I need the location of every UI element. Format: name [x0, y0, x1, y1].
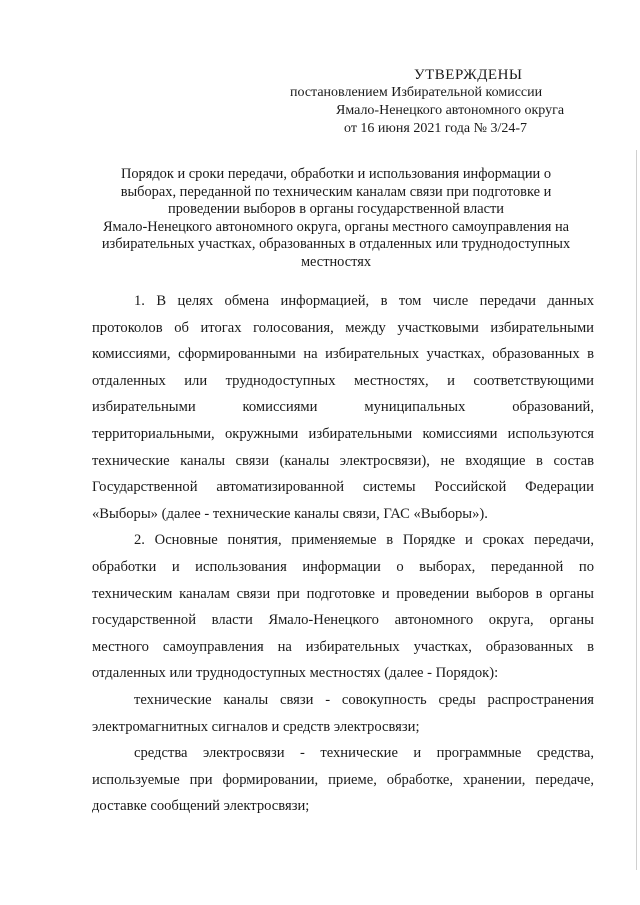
document-title	[86, 166, 586, 271]
title-line: проведении выборов в органы государственной власти	[168, 201, 504, 217]
text-line: технические каналы связи (каналы электросвязи), не входящие в состав	[92, 452, 594, 469]
text-line: техническим каналам связи при подготовке и проведении выборов в органы	[92, 585, 594, 602]
text-line: местного самоуправления на избирательных участках, образованных в	[92, 638, 594, 655]
text-line: 1. В целях обмена информацией, в том числе передачи данных	[134, 293, 594, 309]
approval-line-3: от 16 июня 2021 года № 3/24-7	[344, 121, 528, 136]
text-line: отдаленных или труднодоступных местностях, и соответствующими	[92, 372, 594, 389]
text-line: государственной власти Ямало-Ненецкого автономного округа, органы	[92, 612, 594, 629]
text-line: территориальными, окружными избирательными комиссиями используются	[92, 425, 594, 442]
text-line: протоколов об итогах голосования, между участковыми избирательными	[92, 319, 594, 336]
paragraph-3	[92, 687, 594, 740]
title-line: местностях	[300, 253, 372, 270]
text-line: Государственной автоматизированной системы Российской Федерации	[92, 479, 594, 496]
approval-line-2: Ямало-Ненецкого автономного округа	[336, 103, 565, 118]
text-line: отдаленных или труднодоступных местностях (далее - Порядок):	[92, 665, 499, 682]
approval-line-1: постановлением Избирательной комиссии	[290, 85, 543, 100]
approval-stamp: УТВЕРЖДЕНЫ	[414, 67, 523, 83]
title-line: избирательных участках, образованных в отдаленных или труднодоступных	[101, 236, 571, 252]
text-line: комиссиями, сформированными на избирательных участках, образованных в	[92, 346, 594, 363]
text-line: электромагнитных сигналов и средств электросвязи;	[92, 718, 420, 735]
paragraph-4	[92, 740, 594, 820]
title-line: выборах, переданной по техническим каналам связи при подготовке и	[120, 183, 552, 200]
text-line: обработки и использования информации о выборах, переданной по	[92, 558, 594, 575]
text-line: средства электросвязи - технические и программные средства,	[134, 745, 594, 762]
text-line: 2. Основные понятия, применяемые в Порядке и сроках передачи,	[134, 532, 594, 549]
text-line: технические каналы связи - совокупность среды распространения	[134, 691, 594, 708]
title-line: Порядок и сроки передачи, обработки и использования информации о	[120, 166, 552, 182]
scan-edge-line	[636, 150, 637, 870]
text-line: доставке сообщений электросвязи;	[92, 798, 310, 815]
document-body	[92, 288, 594, 820]
text-line: избирательными комиссиями муниципальных образований,	[92, 399, 594, 416]
approval-block	[270, 66, 590, 138]
text-line: «Выборы» (далее - технические каналы связи, ГАС «Выборы»).	[92, 505, 488, 522]
paragraph-1	[92, 288, 594, 527]
title-line: Ямало-Ненецкого автономного округа, органы местного самоуправления на	[102, 218, 570, 235]
text-line: используемые при формировании, приеме, обработке, хранении, передаче,	[92, 771, 594, 788]
paragraph-2	[92, 527, 594, 687]
